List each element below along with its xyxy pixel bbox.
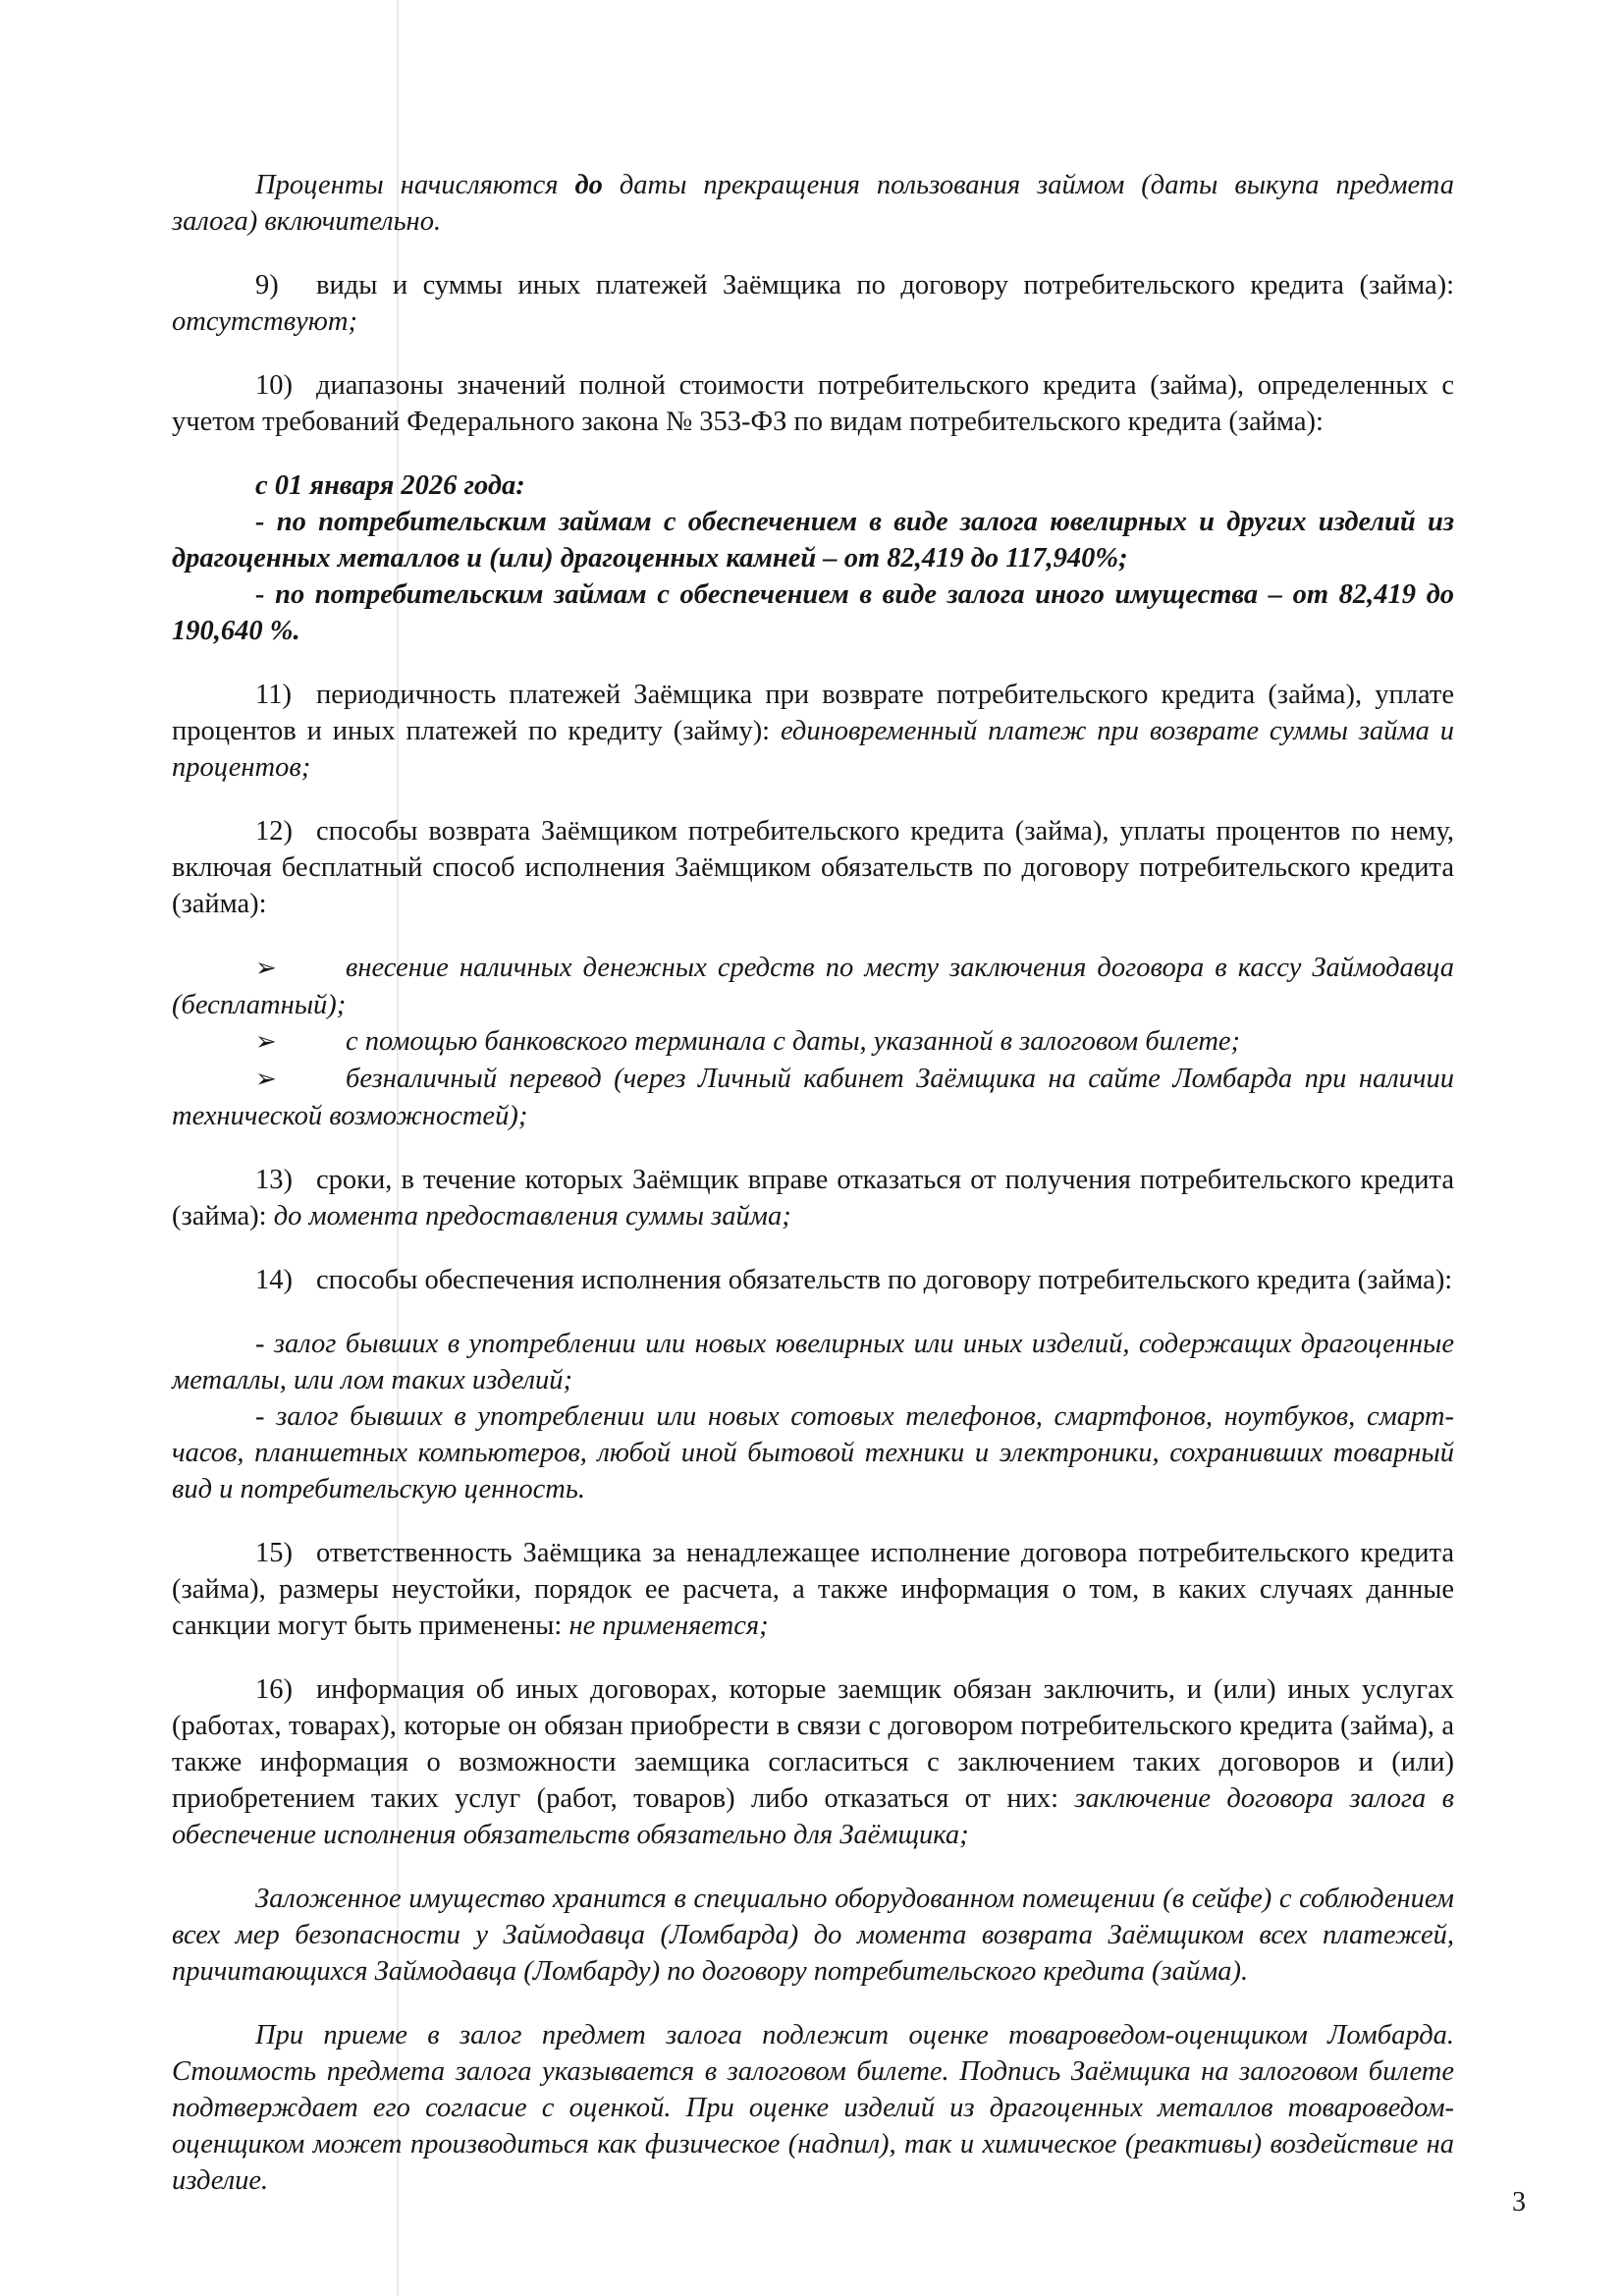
clause-9 — [172, 267, 1454, 340]
clause-11 — [172, 677, 1454, 786]
clause-text: ответственность Заёмщика за ненадлежащее исполнение договора потребительского кредита (займа), размеры неустойки, порядок ее расчета, а также информация о том, в каких случаях данные санкции могут быть применены: — [172, 1538, 1454, 1641]
arrowhead-bullet-icon: ➢ — [255, 1027, 277, 1057]
clause-answer: единовременный платеж при возврате суммы займа и процентов; — [172, 716, 1454, 783]
clause-10 — [172, 367, 1454, 440]
storage-paragraph: Заложенное имущество хранится в специально оборудованном помещении (в сейфе) с соблюдением всех мер безопасности у Займодавца (Ломбарда) до момента возврата Заёмщиком всех платежей, причитающихся Займодавца (Ломбарду) по договору потребительского кредита (займа). — [172, 1884, 1454, 1987]
pledge-electronics-paragraph: - залог бывших в употреблении или новых сотовых телефонов, смартфонов, ноутбуков, смарт-часов, планшетных компьютеров, любой иной бытовой техники и электроники, сохранивших товарный вид и потребительскую ценность. — [172, 1401, 1454, 1504]
page-number: 3 — [1512, 2187, 1526, 2217]
clause-15 — [172, 1535, 1454, 1644]
clause-answer: отсутствуют; — [172, 306, 357, 337]
clause-number: 11) — [255, 680, 292, 710]
intro-text-emphasis: до — [574, 170, 603, 200]
clause-number: 15) — [255, 1538, 293, 1568]
payment-method-bullet — [172, 950, 1454, 1023]
clause-14 — [172, 1262, 1454, 1298]
clause-text: диапазоны значений полной стоимости потребительского кредита (займа), определенных с учетом требований Федерального закона № 353-ФЗ по видам потребительского кредита (займа): — [172, 370, 1454, 437]
clause-answer: не применяется; — [568, 1611, 769, 1641]
clause-number: 16) — [255, 1674, 293, 1705]
pledge-jewelry-paragraph: - залог бывших в употреблении или новых ювелирных или иных изделий, содержащих драгоценные металлы, или лом таких изделий; — [172, 1329, 1454, 1395]
clause-text: виды и суммы иных платежей Заёмщика по договору потребительского кредита (займа): — [316, 270, 1454, 301]
clause-number: 10) — [255, 370, 293, 401]
intro-text-post: даты прекращения пользования займом (даты выкупа предмета залога) включительно. — [172, 170, 1454, 237]
payment-method-bullet — [172, 1023, 1454, 1061]
clause-text: способы обеспечения исполнения обязательств по договору потребительского кредита (займа): — [316, 1265, 1453, 1295]
intro-paragraph — [172, 167, 1454, 240]
bullet-text: внесение наличных денежных средств по месту заключения договора в кассу Займодавца (бесплатный); — [172, 953, 1454, 1020]
clause-13 — [172, 1162, 1454, 1234]
intro-text-pre: Проценты начисляются — [255, 170, 575, 200]
clause-12 — [172, 813, 1454, 922]
clause-answer: до момента предоставления суммы займа; — [273, 1201, 791, 1231]
clause-number: 14) — [255, 1265, 293, 1295]
clause-text: информация об иных договорах, которые заемщик обязан заключить, и (или) иных услугах (работах, товарах), которые он обязан приобрести в связи с договором потребительского кредита (займа), а также информация о возможности заемщика согласиться с заключением таких договоров и (или) приобретением таких услуг (работ, товаров) либо отказаться от них: — [172, 1674, 1454, 1814]
payment-method-bullet — [172, 1061, 1454, 1134]
clause-text: периодичность платежей Заёмщика при возврате потребительского кредита (займа), уплате процентов и иных платежей по кредиту (займу): — [172, 680, 1454, 746]
arrowhead-bullet-icon: ➢ — [255, 1065, 277, 1094]
appraisal-paragraph: При приеме в залог предмет залога подлежит оценке товароведом-оценщиком Ломбарда. Стоимость предмета залога указывается в залоговом билете. Подпись Заёмщика на залоговом билете подтверждает его согласие с оценкой. При оценке изделий из драгоценных металлов товароведом-оценщиком может производиться как физическое (надпил), так и химическое (реактивы) воздействие на изделие. — [172, 2020, 1454, 2196]
clause-text: сроки, в течение которых Заёмщик вправе отказаться от получения потребительского кредита (займа): — [172, 1165, 1454, 1231]
arrowhead-bullet-icon: ➢ — [255, 954, 277, 983]
clause-number: 12) — [255, 816, 293, 847]
clause-number: 13) — [255, 1165, 293, 1195]
bullet-text: с помощью банковского терминала с даты, указанной в залоговом билете; — [346, 1026, 1241, 1057]
rates-heading: с 01 января 2026 года: — [255, 470, 525, 501]
clause-text: способы возврата Заёмщиком потребительского кредита (займа), уплаты процентов по нему, включая бесплатный способ исполнения Заёмщиком обязательств по договору потребительского кредита (займа): — [172, 816, 1454, 919]
rates-jewelry-line: - по потребительским займам с обеспечением в виде залога ювелирных и других изделий из драгоценных металлов и (или) драгоценных камней – от 82,419 до 117,940%; — [172, 507, 1454, 574]
clause-answer: заключение договора залога в обеспечение исполнения обязательств обязательно для Заёмщика; — [172, 1783, 1454, 1850]
bullet-text: безналичный перевод (через Личный кабинет Заёмщика на сайте Ломбарда при наличии технической возможностей); — [172, 1064, 1454, 1131]
document-body — [172, 167, 1454, 2199]
clause-16 — [172, 1671, 1454, 1853]
rates-other-line: - по потребительским займам с обеспечением в виде залога иного имущества – от 82,419 до 190,640 %. — [172, 579, 1454, 646]
clause-number: 9) — [255, 270, 279, 301]
